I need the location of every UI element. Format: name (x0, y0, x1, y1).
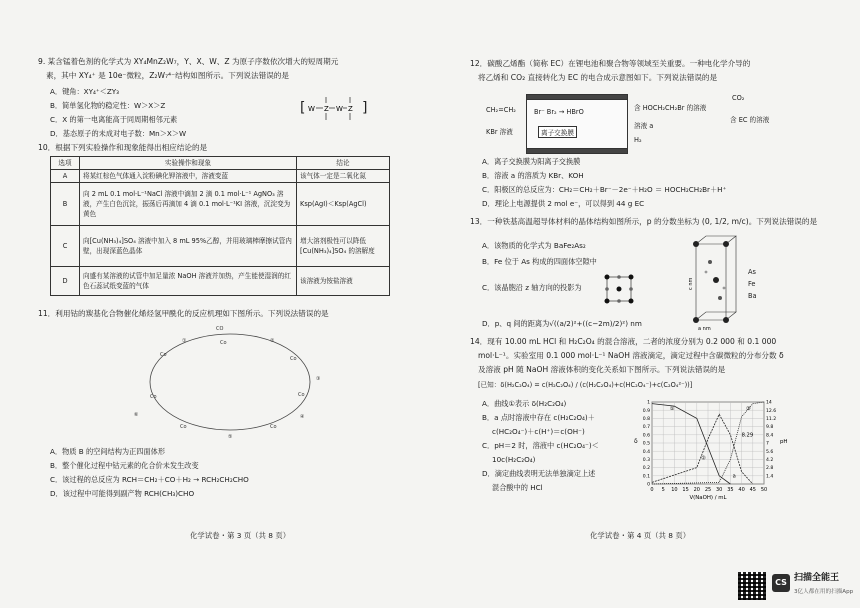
row-operation: 将某红棕色气体通入淀粉碘化钾溶液中，溶液变蓝 (80, 170, 297, 183)
q9-stem-2: 素，其中 XY₄⁺ 是 10e⁻微粒，Z₂W₇⁴⁻结构如图所示。下列说法错误的是 (46, 71, 289, 80)
q13-option-a: A．该物质的化学式为 BaFe₂As₂ (482, 241, 586, 250)
inlet-kbr: KBr 溶液 (486, 128, 513, 136)
y-left-tick-label: 0.9 (642, 408, 650, 414)
svg-text:]: ] (362, 100, 368, 116)
y-left-tick-label: 0.5 (642, 441, 650, 447)
x-tick-label: 45 (749, 487, 756, 493)
svg-text:Co: Co (220, 340, 227, 346)
row-option: A (51, 170, 80, 183)
x-tick-label: 20 (693, 487, 700, 493)
row-conclusion: Ksp(AgI)＜Ksp(AgCl) (297, 183, 390, 226)
q11-stem: 11．利用钴的羰基化合物催化烯烃氢甲酰化的反应机理如下图所示。下列说法错误的是 (38, 309, 329, 318)
row-option: C (51, 226, 80, 267)
q14-option-c-2: 10c(H₂C₂O₄) (492, 455, 536, 464)
z-projection-figure (604, 274, 634, 304)
svg-text:⑥: ⑥ (134, 412, 139, 418)
svg-text:W: W (336, 105, 343, 113)
y-left-tick-label: 0.6 (642, 433, 650, 439)
row-option: D (51, 267, 80, 296)
scanner-logo: CS (772, 574, 790, 592)
row-conclusion: 该溶液为铵盐溶液 (297, 267, 390, 296)
q13-option-b: B．Fe 位于 As 构成的四面体空隙中 (482, 257, 597, 266)
x-tick-label: 0 (650, 487, 654, 493)
axis-c-label: c nm (688, 277, 694, 290)
q9-option-c: C．X 的第一电离能高于同周期相邻元素 (50, 115, 178, 124)
legend-fe: Fe (748, 280, 756, 288)
q13-option-c: C．该晶胞沿 z 轴方向的投影为 (482, 283, 582, 292)
row-operation: 向[Cu(NH₃)₄]SO₄ 溶液中加入 8 mL 95%乙醇，并用玻璃棒摩擦试管内壁，出现深蓝色晶体 (80, 226, 297, 267)
q12-stem-2: 将乙烯和 CO₂ 直接转化为 EC 的电合成示意图如下。下列说法错误的是 (478, 73, 718, 82)
svg-text:Co: Co (270, 424, 277, 430)
svg-text:Co: Co (298, 392, 305, 398)
svg-text:Co: Co (150, 394, 157, 400)
row-option: B (51, 183, 80, 226)
electrode-top (526, 94, 628, 100)
y-right-tick-label: 14 (766, 400, 772, 406)
svg-text:①: ① (182, 338, 187, 344)
y-right-tick-label: 9.8 (766, 425, 774, 431)
q13-stem: 13．一种铁基高温超导体材料的晶体结构如图所示，p 的分数坐标为 (0, 1/2, m/c)。下列说法错误的是 (470, 217, 818, 226)
page-footer: 化学试卷・第 4 页（共 8 页） (590, 531, 691, 540)
x-tick-label: 5 (661, 487, 665, 493)
row-operation: 向 2 mL 0.1 mol·L⁻¹NaCl 溶液中滴加 2 滴 0.1 mol·L⁻¹ AgNO₃ 溶液，产生白色沉淀，振荡后再滴加 4 滴 0.1 mol·L⁻¹KI 溶液，沉淀变为黄色 (80, 183, 297, 226)
svg-text:W: W (308, 105, 315, 113)
q14-stem-1: 14．现有 10.00 mL HCl 和 H₂C₂O₄ 的混合溶液，二者的浓度分别为 0.2 000 和 0.1 000 (470, 337, 777, 346)
col-conclusion: 结论 (297, 157, 390, 170)
y-left-tick-label: 0.4 (642, 449, 650, 455)
q14-option-a: A．曲线①表示 δ(H₂C₂O₄) (482, 399, 567, 408)
svg-text:④: ④ (300, 414, 305, 420)
row-operation: 向盛有某溶液的试管中加足量浓 NaOH 溶液并加热，产生能使湿润的红色石蕊试纸变蓝的气体 (80, 267, 297, 296)
q11-option-c: C．该过程的总反应为 RCH＝CH₂＋CO＋H₂ → RCH₂CH₂CHO (50, 475, 249, 484)
q14-option-d-2: 混合酸中的 HCl (492, 483, 543, 492)
chart-annotation: ② (701, 455, 706, 462)
electrode-bottom (526, 148, 628, 154)
svg-text:Co: Co (180, 424, 187, 430)
y-right-tick-label: 8.4 (766, 433, 774, 439)
axis-a-label: a nm (698, 326, 711, 332)
electrolysis-cell (526, 98, 628, 150)
y-left-tick-label: 0.3 (642, 458, 650, 463)
row-conclusion: 增大溶剂极性可以降低[Cu(NH₃)₄]SO₄ 的溶解度 (297, 226, 390, 267)
svg-text:Co: Co (290, 356, 297, 362)
outlet-3: H₂ (634, 136, 642, 144)
q11-option-a: A．物质 B 的空间结构为正四面体形 (50, 447, 166, 456)
q9-option-b: B．简单氢化物的稳定性：W＞X＞Z (50, 101, 166, 110)
q14-option-b-2: c(HC₂O₄⁻)＋c(H⁺)＝c(OH⁻) (492, 427, 585, 436)
q12-option-a: A．离子交换膜为阳离子交换膜 (482, 157, 581, 166)
y-right-tick-label: 7 (766, 441, 769, 447)
y-left-tick-label: 1 (647, 400, 650, 406)
svg-text:Co: Co (160, 352, 167, 358)
catalytic-cycle-diagram (120, 320, 340, 440)
page-footer: 化学试卷・第 3 页（共 8 页） (190, 531, 291, 540)
y-right-tick-label: 4.2 (766, 458, 774, 463)
x-tick-label: 40 (738, 487, 745, 493)
y-right-tick-label: 1.4 (766, 474, 774, 480)
outlet-ec: 含 EC 的溶液 (730, 116, 770, 124)
legend-as: As (748, 268, 756, 276)
y-left-tick-label: 0 (647, 482, 650, 488)
q14-stem-2: mol·L⁻¹。实验室用 0.1 000 mol·L⁻¹ NaOH 溶液滴定，滴定过程中含碳微粒的分布分数 δ (478, 351, 784, 360)
table-row (51, 183, 390, 226)
y-right-tick-label: 5.6 (766, 449, 774, 455)
table-row (51, 267, 390, 296)
y-right-axis-label: pH (780, 439, 788, 445)
q14-stem-3: 及溶液 pH 随 NaOH 溶液体积的变化关系如下图所示。下列说法错误的是 (478, 365, 726, 374)
co2-label: CO₂ (732, 94, 745, 102)
svg-text:⑤: ⑤ (228, 434, 233, 440)
crystal-cell-figure (688, 232, 744, 332)
series-line-2 (652, 414, 753, 484)
svg-text:Z: Z (348, 105, 353, 113)
q13-option-d: D．p、q 间的距离为√((a/2)²+((c−2m)/2)²) nm (482, 319, 642, 328)
electrolysis-diagram (486, 88, 786, 150)
col-operation: 实验操作和现象 (80, 157, 297, 170)
q14-option-c-1: C．pH＝2 时，溶液中 c(HC₂O₄⁻)＜ (482, 441, 599, 450)
x-tick-label: 15 (682, 487, 689, 493)
q9-option-d: D．基态原子的未成对电子数：Mn＞X＞W (50, 129, 187, 138)
svg-text:CO: CO (216, 326, 224, 332)
q14-option-d-1: D．滴定曲线表明无法单独滴定上述 (482, 469, 596, 478)
q14-option-b-1: B．a 点时溶液中存在 c(H₂C₂O₄)＋ (482, 413, 595, 422)
q11-option-b: B．整个催化过程中钴元素的化合价未发生改变 (50, 461, 199, 470)
right-page (430, 0, 860, 608)
qr-code (738, 572, 766, 600)
x-tick-label: 35 (727, 487, 734, 493)
cell-reaction: Br⁻ Br₂ → HBrO (534, 108, 584, 116)
scanner-slogan: 3亿人都在用的扫描App (794, 589, 854, 595)
q9-option-a: A．键角：XY₄⁺＜ZY₃ (50, 87, 120, 96)
svg-text:Z: Z (324, 105, 329, 113)
q12-option-b: B．溶液 a 的溶质为 KBr、KOH (482, 171, 584, 180)
scanner-app-name: 扫描全能王 (794, 573, 840, 583)
row-conclusion: 该气体一定是二氧化氮 (297, 170, 390, 183)
y-left-tick-label: 0.2 (642, 466, 650, 472)
q10-stem: 10．根据下列实验操作和现象能得出相应结论的是 (38, 143, 208, 152)
outlet-2: 溶液 a (634, 122, 654, 130)
y-left-tick-label: 0.7 (642, 425, 650, 431)
q11-option-d: D．该过程中可能得到副产物 RCH(CH₃)CHO (50, 489, 195, 498)
chart-annotation: 8.29 (741, 432, 754, 439)
titration-chart (630, 398, 790, 508)
chart-annotation: a (732, 473, 736, 480)
chart-annotation: ③ (746, 406, 751, 413)
svg-text:[: [ (300, 100, 306, 116)
x-tick-label: 25 (704, 487, 712, 493)
y-right-tick-label: 2.8 (766, 466, 774, 472)
y-left-tick-label: 0.8 (642, 417, 650, 422)
q9-stem-1: 9. 某含锰着色剂的化学式为 XY₄MnZ₂W₇，Y、X、W、Z 为原子序数依次增大的短周期元 (38, 57, 339, 66)
x-tick-label: 50 (760, 487, 768, 493)
x-tick-label: 30 (716, 487, 723, 493)
x-axis-label: V(NaOH) / mL (689, 495, 727, 501)
z2w7-structure (298, 92, 370, 126)
q14-known: [已知：δ(H₂C₂O₄) = c(H₂C₂O₄) / (c(H₂C₂O₄)+c(HC₂O₄⁻)+c(C₂O₄²⁻))] (478, 381, 693, 389)
legend-ba: Ba (748, 292, 757, 300)
q10-table (50, 156, 390, 296)
y-left-axis-label: δ (634, 438, 638, 445)
q12-stem-1: 12．碳酸乙烯酯（简称 EC）在锂电池和聚合物等领域至关重要。一种电化学介导的 (470, 59, 751, 68)
table-row (51, 170, 390, 183)
y-right-tick-label: 12.6 (766, 408, 777, 414)
q12-option-c: C．阳极区的总反应为：CH₂＝CH₂＋Br⁻－2e⁻＋H₂O ＝ HOCH₂CH₂Br＋H⁺ (482, 185, 727, 194)
outlet-1: 含 HOCH₂CH₂Br 的溶液 (634, 104, 707, 112)
svg-text:②: ② (270, 338, 275, 344)
inlet-ethylene: CH₂=CH₂ (486, 106, 516, 114)
svg-text:③: ③ (316, 376, 321, 382)
chart-annotation: ① (669, 406, 675, 413)
q12-option-d: D．理论上电源提供 2 mol e⁻，可以得到 44 g EC (482, 199, 645, 208)
col-option: 选项 (51, 157, 80, 170)
x-tick-label: 10 (671, 487, 678, 493)
y-right-tick-label: 11.2 (766, 417, 777, 422)
y-left-tick-label: 0.1 (642, 474, 650, 480)
table-row (51, 226, 390, 267)
membrane-label: 离子交换膜 (538, 126, 577, 138)
table-header-row (51, 157, 390, 170)
